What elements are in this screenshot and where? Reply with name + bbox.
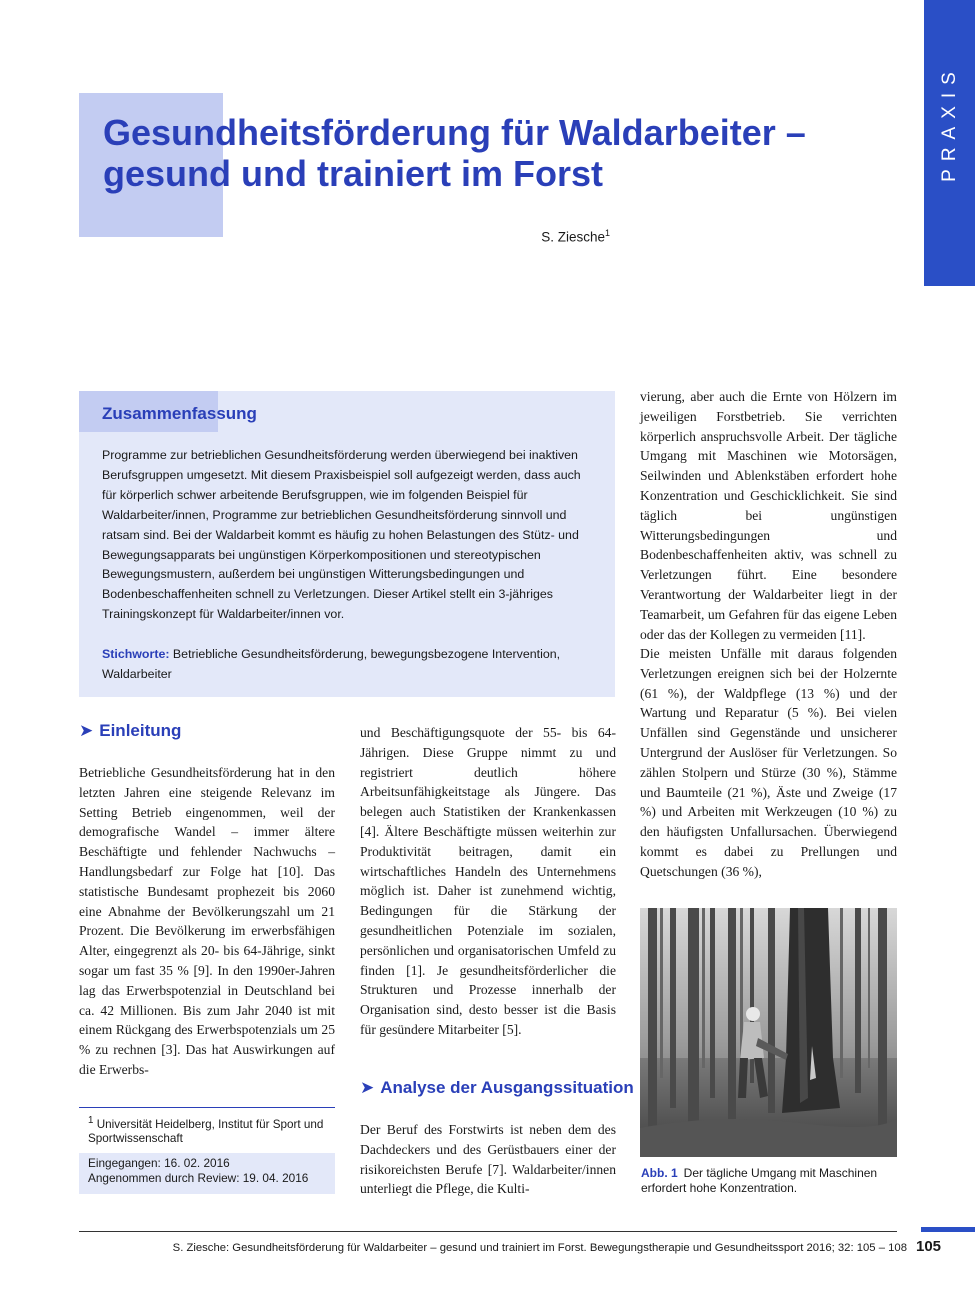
footer-journal: Bewegungstherapie und Gesundheitssport 2016; 32: 105 – 108 <box>589 1242 907 1254</box>
author-line <box>470 228 610 245</box>
intro-text: Betriebliche Gesundheitsförderung hat in den letzten Jahren eine steigende Relevanz im Setting Betrieb eingenommen, weil der demografische Wandel – immer ältere Beschäftigte und fehlender Nachwuchs – Handlungsbedarf zur Folge hat [10]. Das statistische Bundesamt prophezeit bis 2060 eine Abnahme der Bevölkerungszahl um 21 Prozent. Die Bevölkerung im erwerbsfähigen Alter, eingegrenzt als 20- bis 64-Jährige, sinkt sogar um fast 35 % [9]. In den 1990er-Jahren lag das Erwerbspotenzial in Deutschland bei ca. 42 Millionen. Bis zum Jahr 2040 ist mit einem Rückgang des Erwerbspotenzials um 25 % zu rechnen [3]. Das hat Auswirkungen auf die Erwerbs- <box>79 765 335 1077</box>
page-number: 105 <box>916 1238 942 1255</box>
received-date: Eingegangen: 16. 02. 2016 <box>88 1156 230 1170</box>
footer-citation-line <box>79 1242 907 1254</box>
footnote-mark: 1 <box>88 1115 94 1126</box>
section-tab <box>924 0 975 286</box>
arrow-right-icon: ➤ <box>79 721 94 740</box>
keywords-text: Betriebliche Gesundheitsförderung, bewegungsbezogene Intervention, Waldarbeiter <box>102 647 561 681</box>
page-accent-bar <box>921 1227 975 1232</box>
figure-label: Abb. 1 <box>641 1166 678 1180</box>
author-affiliation-mark: 1 <box>604 228 610 238</box>
footer-rule <box>79 1231 897 1232</box>
figure-caption-text: Der tägliche Umgang mit Maschinen erfordert hohe Konzentration. <box>641 1166 878 1195</box>
figure-caption <box>641 1166 903 1196</box>
right-text-continued: Die meisten Unfälle mit daraus folgenden Verletzungen ereignen sich bei der Holzernte (61 %), der Waldpflege (13 %) und der Wartung und Reparatur (5 %). Bei vielen Unfällen sind Gegenstände und unsicherer Untergrund der Auslöser für Verletzungen. So zählen Stolpern und Stürze (30 %), Stämme und Baumteile (21 %), Äste und Zweige (17 %) und Arbeiten mit Werkzeugen (10 %) zu den häufigsten Unfallursachen. Überwiegend kommt es dabei zu Prellungen und Quetschungen (36 %), <box>640 646 897 879</box>
accepted-date: Angenommen durch Review: 19. 04. 2016 <box>88 1171 309 1185</box>
keywords-label: Stichworte: <box>102 647 170 661</box>
section-heading-intro <box>79 721 181 741</box>
footnote-text: Universität Heidelberg, Institut für Sport und Sportwissenschaft <box>88 1117 324 1146</box>
section-heading-intro-text: Einleitung <box>99 721 182 740</box>
footnote-rule <box>79 1107 335 1108</box>
author-name: S. Ziesche <box>541 229 605 245</box>
section-heading-analysis <box>360 1078 634 1098</box>
forest-worker-photo <box>640 908 897 1157</box>
arrow-right-icon: ➤ <box>360 1078 375 1097</box>
analysis-text: Der Beruf des Forstwirts ist neben dem des Dachdeckers und des Gerüstbauers einer der risikoreichsten Berufe [7]. Waldarbeiter/innen unterliegt die Pflege, die Kulti- <box>360 1122 616 1197</box>
right-text: vierung, aber auch die Ernte von Hölzern im jeweiligen Forstbetrieb. Sie verrichten körperlich anspruchsvolle Arbeit. Der tägliche Umgang mit Maschinen wie Motorsägen, Seilwinden und Ablenkstäben erfordert hohe Konzentration und Geschicklichkeit. Sie sind täglich bei ungünstigen Witterungsbedingungen und Bodenbeschaffenheiten aktiv, was schnell zu Verletzungen führt. Eine besondere Verantwortung der Waldarbeiter liegt in der Teamarbeit, um Gefahren für das eigene Leben oder das der Kollegen zu vermeiden [11]. <box>640 389 897 642</box>
footer-citation: S. Ziesche: Gesundheitsförderung für Waldarbeiter – gesund und trainiert im Forst. <box>172 1242 587 1254</box>
section-heading-analysis-text: Analyse der Ausgangssituation <box>380 1078 634 1097</box>
received-dates <box>88 1156 334 1186</box>
forest-photo-illustration <box>640 908 897 1157</box>
article-title: Gesundheitsförderung für Waldarbeiter – gesund und trainiert im Forst <box>103 112 806 194</box>
footnote <box>88 1114 336 1147</box>
abstract-heading: Zusammenfassung <box>102 404 257 423</box>
middle-text: und Beschäftigungsquote der 55- bis 64-Jährigen. Diese Gruppe nimmt zu und registriert deutlich höhere Arbeitsunfähigkeitstage als Jüngere. Das belegen auch Statistiken der Krankenkassen [4]. Ältere Beschäftigte müssen weiterhin zur Produktivität beitragen, damit ein wirtschaftliches Handeln des Unternehmens möglich ist. Daher ist zunehmend wichtig, Bedingungen für die Stärkung der gesundheitlichen Potenziale im sozialen, persönlichen und organisatorischen Umfeld zu finden [1]. Je gesundheitsförderlicher die Strukturen und Prozesse innerhalb der Organisation sind, desto besser ist die Basis für gesündere Mitarbeiter [5]. <box>360 725 616 1037</box>
section-tab-label: PRAXIS <box>938 64 960 182</box>
keywords <box>102 645 597 685</box>
abstract-body: Programme zur betrieblichen Gesundheitsförderung werden überwiegend bei inaktiven Berufsgruppen umgesetzt. Mit diesem Praxisbeispiel soll aufgezeigt werden, dass auch für körperlich schwer arbeitende Berufsgruppen, wie im folgenden Beispiel für Waldarbeiter/innen, Programme zur betrieblichen Gesundheitsförderung sinnvoll und ratsam sind. Bei der Waldarbeit kommt es häufig zu hohen Belastungen des Stütz- und Bewegungsapparats bei ungünstigen Körperkompositionen und stereotypischen Bewegungsmustern, außerdem bei ungünstigen Witterungsbedingungen und Bodenbeschaffenheiten schnell zu Verletzungen. Dieser Artikel stellt ein 3-jähriges Trainingskonzept für Waldarbeiter/innen vor. <box>102 448 581 622</box>
